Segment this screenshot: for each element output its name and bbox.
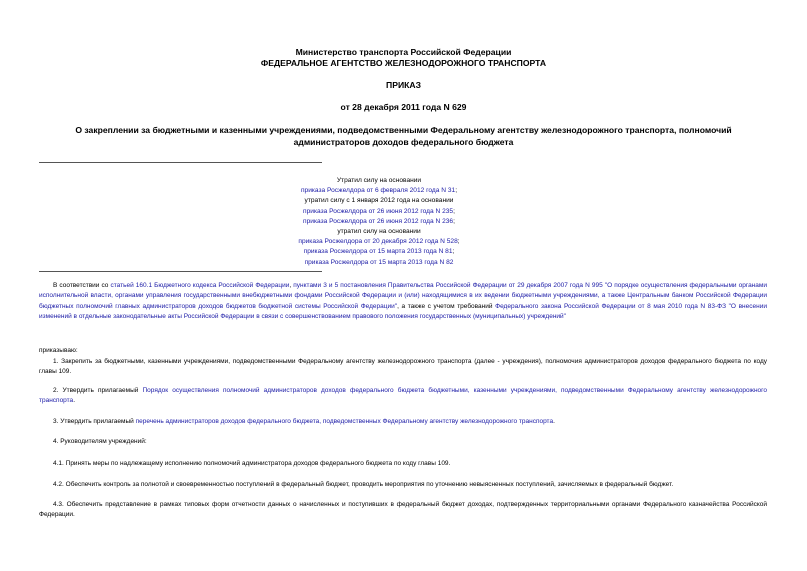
administrators-list-link[interactable]: перечень администраторов доходов федерального бюджета, подведомственных Федеральному агентству железнодорожного транспорта (135, 418, 554, 425)
government-decree-link[interactable]: пунктами 3 и 5 постановления Правительства Российской Федерации от 29 декабря 2007 года N 995 "О порядке осуществления федеральными органами исполнительной власти, органами управления государственными внебюджетными фондами Российской Федерации и (или) находящимися в их ведении бюджетными учреждениями, а также Центральным банком Российской Федерации бюджетных полномочий главных администраторов доходов бюджетов бюджетной системы Российской Федерации" (39, 282, 767, 310)
order-word: приказываю: (39, 347, 78, 354)
preamble-paragraph: В соответствии со статьей 160.1 Бюджетного кодекса Российской Федерации, пунктами 3 и 5 постановления Правительства Российской Федерации от 29 декабря 2007 года N 995 "О порядке осуществления федеральными органами исполнительной власти, органами управления государственными внебюджетными фондами Российской Федерации и (или) находящимися в их ведении бюджетными учреждениями, а также Центральным банком Российской Федерации бюджетных полномочий главных администраторов доходов бюджетов бюджетной системы Российской Федерации", а также с учетом требований Федерального закона Российской Федерации от 8 мая 2010 года N 83-ФЗ "О внесении изменений в отдельные законодательные акты Российской Федерации в связи с совершенствованием правового положения государственных (муниципальных) учреждений" (39, 282, 767, 321)
status-link[interactable]: приказа Росжелдора от 26 июня 2012 года N 236 (303, 217, 454, 225)
document-type: ПРИКАЗ (386, 80, 421, 90)
bottom-divider (39, 271, 322, 272)
status-note (39, 176, 719, 268)
status-line (39, 258, 719, 268)
document-title: О закреплении за бюджетными и казенными учреждениями, подведомственными Федеральному агентству железнодорожного транспорта, полномочий администраторов доходов федерального бюджета (75, 125, 732, 147)
item-1: 1. Закрепить за бюджетными, казенными учреждениями, подведомственными Федеральному агентству железнодорожного транспорта (далее - учреждения), полномочия администраторов доходов федерального бюджета по коду главы 109. (39, 358, 767, 376)
status-link[interactable]: приказа Росжелдора от 15 марта 2013 года N 81 (303, 248, 453, 256)
top-divider (39, 162, 322, 163)
procedure-link[interactable]: Порядок осуществления полномочий администраторов доходов федерального бюджета бюджетными, казенными учреждениями, подведомственными Федеральному агентству железнодорожного транспорта (39, 387, 767, 405)
status-line: утратил силу на основании (337, 228, 421, 236)
status-link[interactable]: приказа Росжелдора от 6 февраля 2012 года N 31 (300, 187, 456, 195)
document-date-number: от 28 декабря 2011 года N 629 (340, 102, 467, 112)
status-link[interactable]: приказа Росжелдора от 15 марта 2013 года N 82 (304, 258, 454, 266)
status-line: Утратил силу на основании (336, 177, 422, 184)
status-line: утратил силу с 1 января 2012 года на основании (304, 197, 454, 205)
status-line: приказа Росжелдора от 6 февраля 2012 года N 31; (300, 187, 458, 195)
federal-law-link[interactable]: Федерального закона Российской Федерации от 8 мая 2010 года N 83-ФЗ "О внесении изменений в отдельные законодательные акты Российской Федерации в связи с совершенствованием правового положения государственных (муниципальных) учреждений" (39, 302, 767, 321)
status-line: приказа Росжелдора от 26 июня 2012 года N 236; (303, 217, 455, 225)
item-4-1: 4.1. Принять меры по надлежащему исполнению полномочий администратора доходов федерального бюджета по коду главы 109. (53, 460, 451, 467)
item-4-2: 4.2. Обеспечить контроль за полнотой и своевременностью поступлений в федеральный бюджет, проводить мероприятия по уточнению невыясненных поступлений, зачисляемых в федеральный бюджет. (53, 481, 674, 488)
item-4: 4. Руководителям учреждений: (53, 438, 147, 445)
budget-code-link[interactable]: статьей 160.1 Бюджетного кодекса Российской Федерации (110, 282, 290, 289)
status-line: приказа Росжелдора от 20 декабря 2012 года N 528; (298, 238, 460, 246)
status-link[interactable]: приказа Росжелдора от 26 июня 2012 года N 235 (303, 207, 454, 215)
item-2: 2. Утвердить прилагаемый Порядок осуществления полномочий администраторов доходов федерального бюджета бюджетными, казенными учреждениями, подведомственными Федеральному агентству железнодорожного транспорта. (39, 387, 767, 405)
status-line: приказа Росжелдора от 26 июня 2012 года N 235; (303, 207, 455, 215)
status-line: приказа Росжелдора от 15 марта 2013 года N 81; (303, 248, 455, 256)
status-link[interactable]: приказа Росжелдора от 20 декабря 2012 года N 528 (298, 238, 458, 246)
agency-name: ФЕДЕРАЛЬНОЕ АГЕНТСТВО ЖЕЛЕЗНОДОРОЖНОГО ТРАНСПОРТА (260, 58, 547, 68)
item-3: 3. Утвердить прилагаемый перечень администраторов доходов федерального бюджета, подведомственных Федеральному агентству железнодорожного транспорта. (53, 418, 555, 425)
item-4-3: 4.3. Обеспечить представление в рамках типовых форм отчетности данных о начисленных и поступивших в федеральный бюджет доходах, подтвержденных территориальными органами Федерального казначейства Российской Федерации. (39, 501, 767, 519)
ministry-name: Министерство транспорта Российской Федерации (295, 47, 512, 57)
